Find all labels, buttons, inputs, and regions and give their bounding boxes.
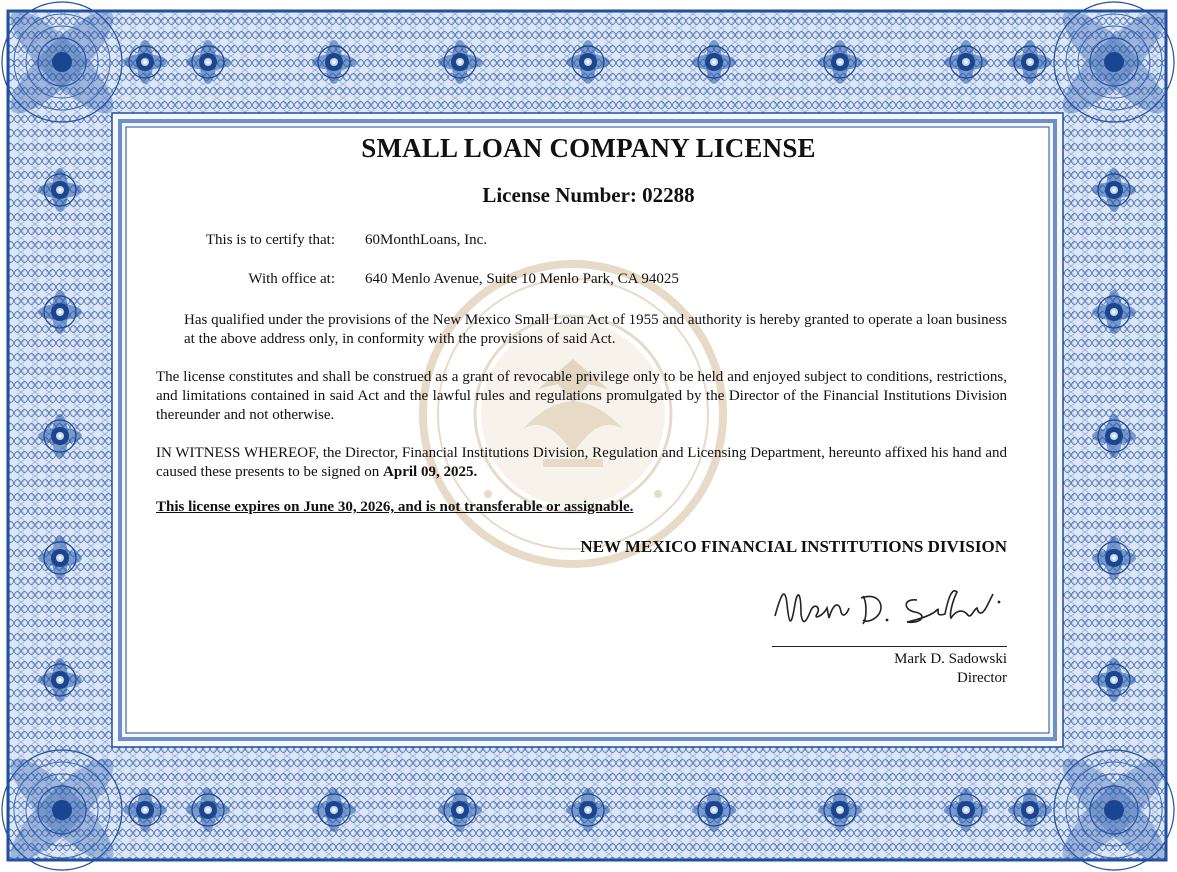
company-name: 60MonthLoans, Inc. <box>365 232 488 248</box>
director-signature <box>767 574 1012 640</box>
witness-text: IN WITNESS WHEREOF, the Director, Financial Institutions Division, Regulation and Licensing Department, hereunto affixed his hand and caused these presents to be signed on <box>156 445 1007 480</box>
office-address: 640 Menlo Avenue, Suite 10 Menlo Park, CA 94025 <box>365 271 679 287</box>
construed-paragraph: The license constitutes and shall be construed as a grant of revocable privilege only to be held and enjoyed subject to conditions, restrictions, and limitations contained in said Act and the lawful rules and regulations promulgated by the Director of the Financial Institutions Division thereunder and not otherwise. <box>156 369 1007 423</box>
signed-date: April 09, 2025. <box>383 464 478 480</box>
certificate-body <box>135 130 1042 732</box>
expiration-notice: This license expires on June 30, 2026, and is not transferable or assignable. <box>156 499 634 515</box>
signer-title: Director <box>957 670 1007 686</box>
qualified-paragraph: Has qualified under the provisions of the New Mexico Small Loan Act of 1955 and authority is hereby granted to operate a loan business at the above address only, in conformity with the provisions of said Act. <box>184 312 1007 347</box>
issuing-division: NEW MEXICO FINANCIAL INSTITUTIONS DIVISION <box>580 537 1007 556</box>
signature-line <box>772 646 1007 647</box>
witness-paragraph <box>156 444 1007 482</box>
signer-name: Mark D. Sadowski <box>894 651 1007 667</box>
certify-label: This is to certify that: <box>205 232 335 248</box>
license-number: License Number: 02288 <box>482 183 695 207</box>
certificate-title: SMALL LOAN COMPANY LICENSE <box>361 133 816 163</box>
office-label: With office at: <box>248 271 335 287</box>
